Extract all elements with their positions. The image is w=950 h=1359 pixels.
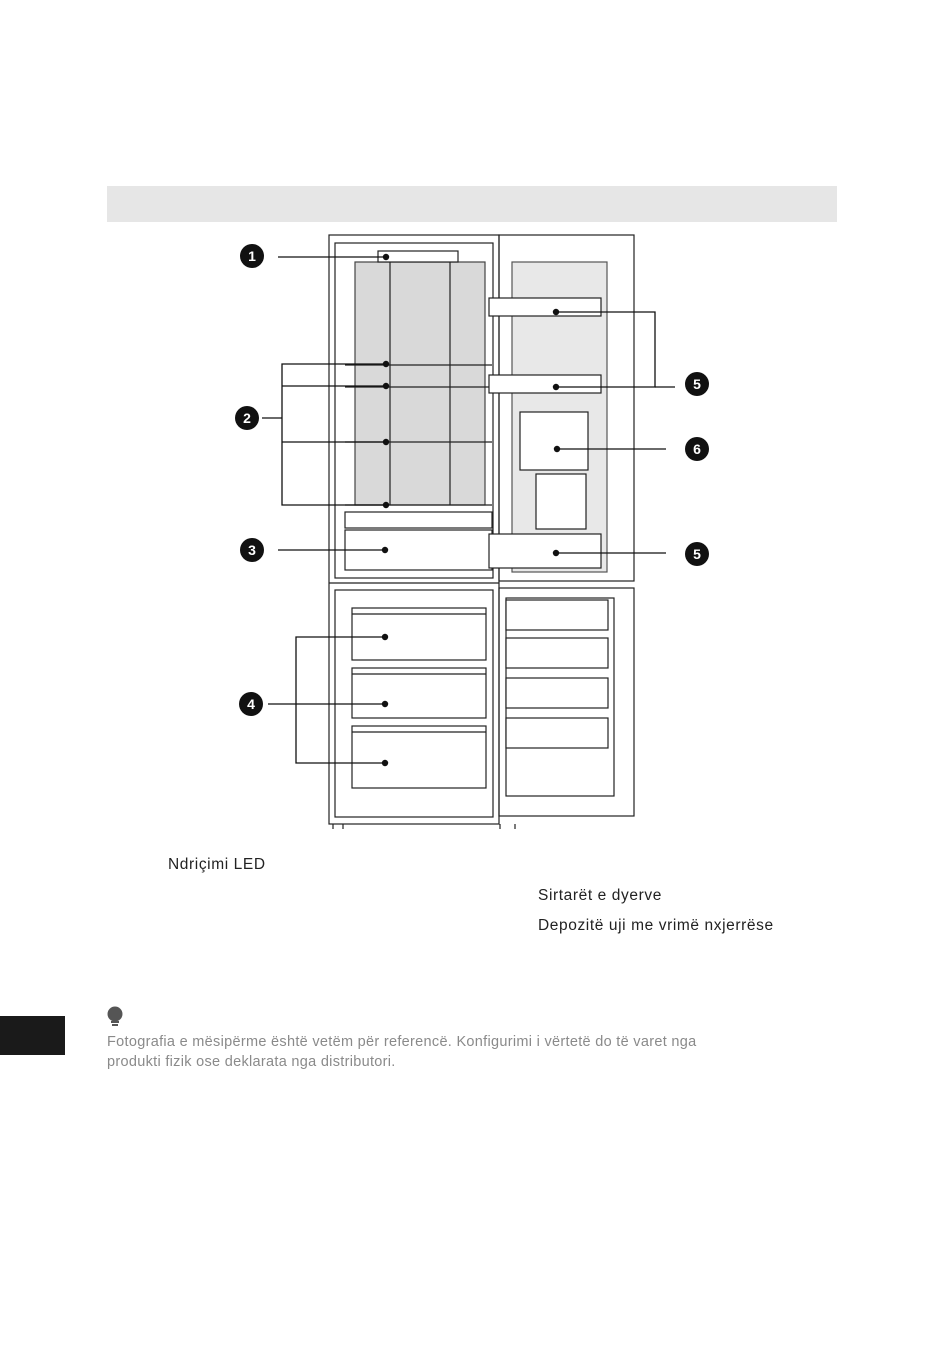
note-line-2: produkti fizik ose deklarata nga distributori. — [107, 1054, 396, 1070]
note-line-1: Fotografia e mësipërme është vetëm për referencë. Konfigurimi i vërtetë do të varet nga — [107, 1034, 697, 1050]
callout-5a: 5 — [693, 376, 701, 392]
callout-6: 6 — [693, 441, 701, 457]
callout-3: 3 — [248, 542, 256, 558]
label-door-drawers: Sirtarët e dyerve — [538, 887, 662, 904]
callout-1: 1 — [248, 248, 256, 264]
callout-2: 2 — [243, 410, 251, 426]
callout-4: 4 — [247, 696, 255, 712]
side-tab — [0, 1016, 65, 1055]
label-led-lighting: Ndriçimi LED — [168, 856, 266, 873]
callout-5b: 5 — [693, 546, 701, 562]
reference-note — [107, 1032, 827, 1072]
label-water-tank: Depozitë uji me vrimë nxjerrëse — [538, 917, 774, 934]
lightbulb-icon — [106, 1006, 124, 1028]
